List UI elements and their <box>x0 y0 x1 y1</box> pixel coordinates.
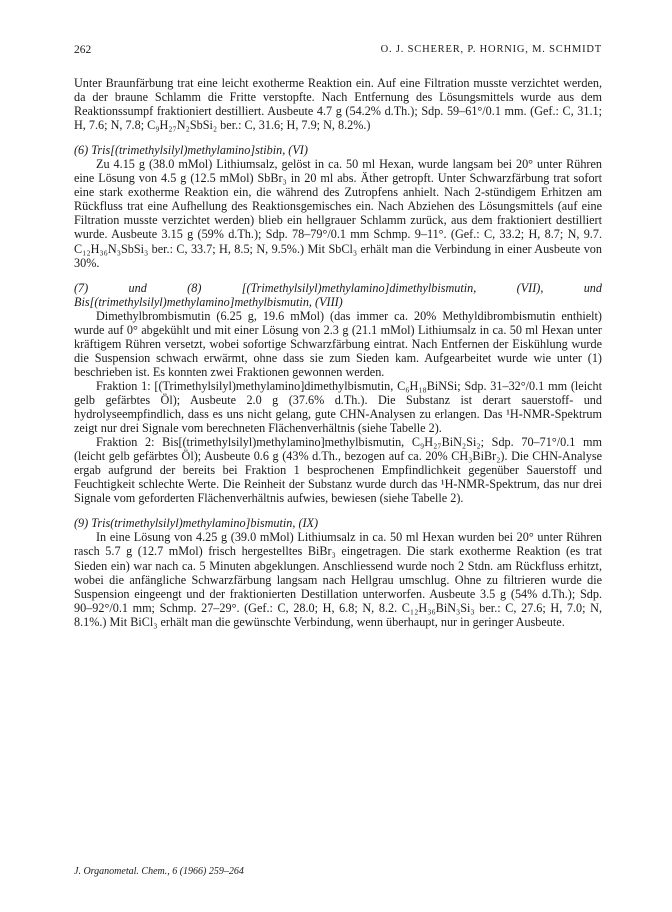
section-6-paragraph: Zu 4.15 g (38.0 mMol) Lithiumsalz, gelöst in ca. 50 ml Hexan, wurde langsam bei 20° unter Rühren eine Lösung von 4.5 g (12.5 mMol) SbBr₃ in 20 ml abs. Äther getropft. Unter Schwarzfärbung trat sofort eine stark exotherme Reaktion ein, die während des Zutropfens anhielt. Nach 2-stündigem Erhitzen am Rückfluss trat eine Aufhellung des Reaktionsgemisches ein. Nach Abziehen des Lösungsmittels (auf eine Filtration musste verzichtet werden) blieb ein hellgrauer Schlamm zurück, aus dem fraktioniert destilliert wurde. Ausbeute 3.15 g (59% d.Th.); Sdp. 78–79°/0.1 mm Schmp. 9–11°. (Gef.: C, 33.2; H, 8.7; N, 9.7. C₁₂H₃₆N₃SbSi₃ ber.: C, 33.7; H, 8.5; N, 9.5%.) Mit SbCl₃ erhält man die Verbindung in einer Ausbeute von 30%. <box>74 157 602 270</box>
section-7-8-paragraph-1: Dimethylbrombismutin (6.25 g, 19.6 mMol) (das immer ca. 20% Methyldibrombismutin enthielt) wurde auf 0° abgekühlt und mit einer Lösung von 2.3 g (21.1 mMol) Lithiumsalz in ca. 50 ml Hexan unter kräftigem Rühren versetzt, wobei sofortige Schwarzfärbung eintrat. Nach Entfernen der Eiskühlung wurde die Suspension schwach erwärmt, ohne dass sie zum Sieden kam. Aufgearbeitet wurde wie unter (1) beschrieben ist. Es konnten zwei Fraktionen gewonnen werden. <box>74 308 602 379</box>
section-title-6: (6) Tris[(trimethylsilyl)methylamino]stibin, (VI) <box>74 143 308 158</box>
section-title-9: (9) Tris(trimethylsilyl)methylamino]bismutin, (IX) <box>74 516 319 531</box>
section-title-7-8: (7) und (8) [(Trimethylsilyl)methylamino]dimethylbismutin, (VII), und Bis[(trimethylsilyl)methylamino]methylbismutin, (VIII) <box>74 280 602 309</box>
section-7-8-paragraph-3: Fraktion 2: Bis[(trimethylsilyl)methylamino]methylbismutin, C₉H₂₇BiN₂Si₂; Sdp. 70–71°/0.1 mm (leicht gelb gefärbtes Öl); Ausbeute 0.6 g (43% d.Th., bezogen auf ca. 20% CH₃BiBr₂). Die CHN-Analyse ergab aufgrund der bereits bei Fraktion 1 besprochenen Empfindlichkeit gegenüber Sauerstoff und Feuchtigkeit schlechte Werte. Die Reinheit der Substanz wurde durch das ¹H-NMR-Spektrum, das nur drei Signale vom geforderten Flächenverhältnis aufwies, bewiesen (siehe Tabelle 2). <box>74 435 602 506</box>
running-header <box>74 44 602 62</box>
journal-citation-footer: J. Organometal. Chem., 6 (1966) 259–264 <box>74 866 244 877</box>
page-number: 262 <box>74 44 92 56</box>
paragraph-continuation: Unter Braunfärbung trat eine leicht exotherme Reaktion ein. Auf eine Filtration musste verzichtet werden, da der braune Schlamm die Fritte verstopfte. Nach Entfernung des Lösungsmittels wurde aus dem Reaktionssumpf fraktioniert destilliert. Ausbeute 4.7 g (54.2% d.Th.); Sdp. 59–61°/0.1 mm. (Gef.: C, 31.1; H, 7.6; N, 7.8; C₉H₂₇N₂SbSi₂ ber.: C, 31.6; H, 7.9; N, 8.2%.) <box>74 76 602 133</box>
running-head-authors: O. J. SCHERER, P. HORNIG, M. SCHMIDT <box>380 44 602 55</box>
section-7-8-paragraph-2: Fraktion 1: [(Trimethylsilyl)methylamino]dimethylbismutin, C₆H₁₈BiNSi; Sdp. 31–32°/0.1 mm (leicht gelb gefärbtes Öl); Ausbeute 2.0 g (37.6% d.Th.). Die Substanz ist derart sauerstoff- und hydrolyseempfindlich, dass es uns nicht gelang, gute CHN-Analysen zu erlangen. Das ¹H-NMR-Spektrum zeigt nur drei Signale vom berechneten Flächenverhältnis (siehe Tabelle 2). <box>74 378 602 436</box>
section-9-paragraph: In eine Lösung von 4.25 g (39.0 mMol) Lithiumsalz in ca. 50 ml Hexan wurden bei 20° unter Rühren rasch 5.7 g (12.7 mMol) frisch hergestelltes BiBr₃ eingetragen. Die stark exotherme Reaktion (es trat Sieden ein) war nach ca. 5 Minuten abgeklungen. Anschliessend wurde noch 2 Stdn. am Rückfluss erhitzt, wobei die anfängliche Schwarzfärbung langsam nach Hellgrau umschlug. Ohne zu filtrieren wurde die Suspension eingeengt und der fraktionierten Destillation unterworfen. Ausbeute 3.5 g (54% d.Th.); Sdp. 90–92°/0.1 mm; Schmp. 27–29°. (Gef.: C, 28.0; H, 6.8; N, 8.2. C₁₂H₃₆BiN₃Si₃ ber.: C, 27.6; H, 7.0; N, 8.1%.) Mit BiCl₃ erhält man die gewünschte Verbindung, wenn überhaupt, nur in geringer Ausbeute. <box>74 530 602 629</box>
article-body <box>74 76 602 629</box>
